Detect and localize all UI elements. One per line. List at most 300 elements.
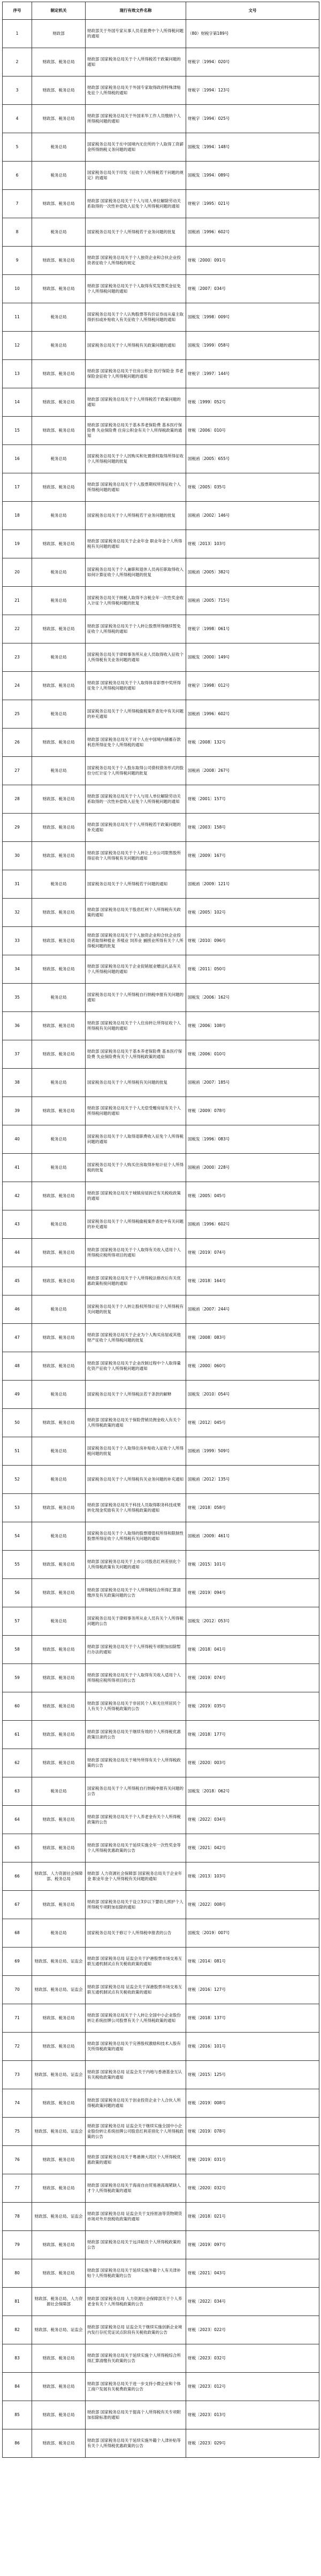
row-number: 51 bbox=[3, 1437, 32, 1466]
row-number: 5 bbox=[3, 133, 32, 162]
row-number: 18 bbox=[3, 502, 32, 530]
row-document-number: 国税函〔1996〕602号 bbox=[186, 700, 319, 729]
row-authority: 财政部、税务总局 bbox=[32, 275, 86, 303]
row-authority: 财政部、税务总局 bbox=[32, 247, 86, 275]
row-authority: 财政部、税务总局 bbox=[32, 2033, 86, 2061]
row-authority: 税务总局 bbox=[32, 1777, 86, 1806]
row-authority: 税务总局 bbox=[32, 1381, 86, 1409]
row-document-number: 财税〔2019〕008号 bbox=[186, 2089, 319, 2118]
row-number: 66 bbox=[3, 1862, 32, 1891]
row-document-number: 财税字〔1998〕061号 bbox=[186, 615, 319, 643]
table-row bbox=[3, 1579, 319, 1607]
row-authority: 财政部、税务总局 bbox=[32, 1012, 86, 1040]
row-document-number: 财税〔2012〕045号 bbox=[186, 1409, 319, 1437]
row-document-title: 财政部 国家税务总局关于延续实施外籍个人津补贴等有关个人所得税优惠政策的公告 bbox=[86, 2429, 186, 2458]
row-document-number: 财税字〔1994〕025号 bbox=[186, 105, 319, 133]
row-authority: 财政部、税务总局 bbox=[32, 1267, 86, 1295]
row-number: 57 bbox=[3, 1607, 32, 1636]
table-row bbox=[3, 530, 319, 558]
table-row bbox=[3, 417, 319, 445]
row-document-number: 财税〔2023〕013号 bbox=[186, 2401, 319, 2429]
row-document-title: 财政部 国家税务总局关于完善股权激励和技术入股有关所得税政策的通知 bbox=[86, 2033, 186, 2061]
table-row bbox=[3, 1097, 319, 1125]
row-authority: 财政部、税务总局 bbox=[32, 76, 86, 105]
table-row bbox=[3, 1494, 319, 1522]
row-document-title: 财政部 国家税务总局关于个人无偿受赠房屋有关个人所得税问题的通知 bbox=[86, 1097, 186, 1125]
row-number: 63 bbox=[3, 1777, 32, 1806]
row-authority: 税务总局 bbox=[32, 133, 86, 162]
row-authority: 税务总局 bbox=[32, 445, 86, 473]
row-document-number: 财税〔2016〕101号 bbox=[186, 2033, 319, 2061]
row-number: 43 bbox=[3, 1210, 32, 1239]
row-document-title: 财政部 国家税务总局关于外国来华工作人员缴纳个人所得税问题的通知 bbox=[86, 105, 186, 133]
row-authority: 财政部、税务总局 bbox=[32, 1551, 86, 1579]
row-authority: 财政部、税务总局 bbox=[32, 2373, 86, 2401]
row-document-number: 财税〔2023〕032号 bbox=[186, 2344, 319, 2373]
row-number: 84 bbox=[3, 2373, 32, 2401]
row-document-title: 财政部 国家税务总局关于进一步支持小微企业和个体工商户发展有关税费政策的公告 bbox=[86, 2373, 186, 2401]
table-body bbox=[3, 20, 319, 2458]
table-row bbox=[3, 2174, 319, 2203]
row-document-title: 财政部 国家税务总局关于个人股票期权所得征收个人所得税问题的通知 bbox=[86, 473, 186, 502]
row-document-title: 财政部 国家税务总局关于延续实施全年一次性奖金等个人所得税优惠政策的公告 bbox=[86, 1834, 186, 1862]
row-number: 77 bbox=[3, 2174, 32, 2203]
header-title: 现行有效文件名称 bbox=[86, 2, 186, 20]
row-document-number: 国税发〔2006〕162号 bbox=[186, 984, 319, 1012]
row-document-title: 财政部 国家税务总局关于设立3岁以下婴幼儿照护个人所得税专项附加扣除的通知 bbox=[86, 1891, 186, 1919]
row-document-number: 国税函〔2009〕461号 bbox=[186, 1522, 319, 1551]
row-document-number: 财税〔2020〕032号 bbox=[186, 2174, 319, 2203]
row-authority: 财政部、税务总局 bbox=[32, 1324, 86, 1352]
row-authority: 税务总局 bbox=[32, 984, 86, 1012]
row-document-number: 财税〔2009〕078号 bbox=[186, 1097, 319, 1125]
row-document-title: 财政部 国家税务总局关于企业年金 职业年金个人所得税有关问题的通知 bbox=[86, 530, 186, 558]
table-row bbox=[3, 615, 319, 643]
row-number: 44 bbox=[3, 1239, 32, 1267]
row-document-title: 国家税务总局关于个人取得的股票增值权所得和限制性股票所得征收个人所得税有关问题的通知 bbox=[86, 1522, 186, 1551]
row-document-title: 财政部 国家税务总局 证监会关于沪港股票市场交易互联互通机制试点有关税收政策的通知 bbox=[86, 1948, 186, 1976]
row-document-title: 国家税务总局关于个人股东取得公司债权债务形式的股份分红计征个人所得税问题的批复 bbox=[86, 757, 186, 785]
row-document-title: 财政部 国家税务总局关于创业投资企业个人合伙人所得税政策问题的通知 bbox=[86, 2089, 186, 2118]
row-authority: 财政部、税务总局 bbox=[32, 190, 86, 218]
table-row bbox=[3, 445, 319, 473]
table-row bbox=[3, 388, 319, 417]
row-number: 47 bbox=[3, 1324, 32, 1352]
row-document-title: 国家税务总局关于个人所得税有关政策问题的通知 bbox=[86, 332, 186, 360]
row-authority: 财政部、税务总局 bbox=[32, 842, 86, 870]
table-row bbox=[3, 1352, 319, 1381]
row-number: 40 bbox=[3, 1125, 32, 1154]
table-row bbox=[3, 672, 319, 700]
table-row bbox=[3, 1239, 319, 1267]
table-row bbox=[3, 2259, 319, 2288]
row-document-title: 财政部 国家税务总局关于个人转让上市公司限售股所得征收个人所得税有关问题的通知 bbox=[86, 842, 186, 870]
row-authority: 财政部、税务总局 bbox=[32, 2429, 86, 2458]
row-authority: 财政部、税务总局 bbox=[32, 2231, 86, 2259]
row-authority: 税务总局 bbox=[32, 757, 86, 785]
row-document-title: 财政部 国家税务总局关于延续实施个人所得税综合所得汇算清缴有关政策的公告 bbox=[86, 2344, 186, 2373]
row-document-title: 国家税务总局关于个人认购股票等有价证券而从雇主取得折扣或补贴收入有关征收个人所得税问题的通知 bbox=[86, 303, 186, 332]
row-document-title: 财政部关于外国专家从事人员差旅费中个人所得税问题的通知 bbox=[86, 20, 186, 48]
table-row bbox=[3, 48, 319, 76]
row-authority: 财政部、税务总局、证监会 bbox=[32, 1976, 86, 2004]
row-document-title: 财政部 国家税务总局关于个人与用人单位解除劳动关系取得的一次性补偿收入征免个人所得税问题的通知 bbox=[86, 785, 186, 814]
row-authority: 税务总局 bbox=[32, 643, 86, 672]
row-document-number: 财税〔2019〕031号 bbox=[186, 2146, 319, 2174]
row-authority: 财政部、税务总局 bbox=[32, 2401, 86, 2429]
row-document-number: 财税〔2006〕010号 bbox=[186, 417, 319, 445]
row-document-title: 财政部 国家税务总局 证监会关于支持原油等货物期货市场对外开放税收政策的通知 bbox=[86, 2203, 186, 2231]
row-document-title: 财政部 国家税务总局关于远洋船员个人所得税政策的公告 bbox=[86, 2231, 186, 2259]
row-authority: 财政部、税务总局 bbox=[32, 615, 86, 643]
table-row bbox=[3, 473, 319, 502]
row-number: 42 bbox=[3, 1182, 32, 1210]
row-number: 15 bbox=[3, 417, 32, 445]
table-row bbox=[3, 1806, 319, 1834]
row-number: 32 bbox=[3, 899, 32, 927]
row-document-number: 财税〔2018〕164号 bbox=[186, 1267, 319, 1295]
row-number: 53 bbox=[3, 1494, 32, 1522]
row-number: 65 bbox=[3, 1834, 32, 1862]
row-authority: 财政部、税务总局 bbox=[32, 2344, 86, 2373]
row-authority: 税务总局 bbox=[32, 218, 86, 247]
row-document-title: 国家税务总局关于个人所得税自行纳税申报有关问题的公告 bbox=[86, 1777, 186, 1806]
row-document-number: 国税函〔2005〕715号 bbox=[186, 587, 319, 615]
table-row bbox=[3, 1154, 319, 1182]
row-document-number: 国税函〔2000〕228号 bbox=[186, 1154, 319, 1182]
row-document-number: 财税字〔1995〕021号 bbox=[186, 190, 319, 218]
row-document-number: 财税〔2000〕091号 bbox=[186, 247, 319, 275]
row-number: 79 bbox=[3, 2231, 32, 2259]
row-document-number: 财税〔2018〕021号 bbox=[186, 2203, 319, 2231]
table-row bbox=[3, 558, 319, 587]
row-document-number: 财税〔2013〕103号 bbox=[186, 530, 319, 558]
row-document-number: 财税〔2019〕074号 bbox=[186, 1664, 319, 1692]
row-document-number: 财税〔2023〕012号 bbox=[186, 2373, 319, 2401]
row-authority: 税务总局 bbox=[32, 332, 86, 360]
row-number: 28 bbox=[3, 785, 32, 814]
row-document-number: 财税〔2009〕167号 bbox=[186, 842, 319, 870]
row-document-title: 财政部 国家税务总局关于股息红利个人所得税有关政策的通知 bbox=[86, 899, 186, 927]
row-document-title: 财政部 国家税务总局关于个人独资企业和合伙企业投资者取得种植业 养殖业 饲养业 捕捞业所得有关个人所得税问题的批复 bbox=[86, 927, 186, 955]
row-document-title: 国家税务总局关于个人转让股权所得计征个人所得税有关问题的批复 bbox=[86, 1295, 186, 1324]
row-document-number: 国税发〔1998〕009号 bbox=[186, 303, 319, 332]
table-row bbox=[3, 2316, 319, 2344]
row-authority: 税务总局 bbox=[32, 1154, 86, 1182]
row-number: 25 bbox=[3, 700, 32, 729]
row-authority: 财政部、税务总局 bbox=[32, 1692, 86, 1721]
row-authority: 财政部、税务总局 bbox=[32, 1721, 86, 1749]
row-number: 27 bbox=[3, 757, 32, 785]
row-number: 49 bbox=[3, 1381, 32, 1409]
row-document-number: 财税〔2008〕132号 bbox=[186, 729, 319, 757]
table-row bbox=[3, 1409, 319, 1437]
row-authority: 财政部、税务总局 bbox=[32, 814, 86, 842]
row-document-number: （80）财税字第189号 bbox=[186, 20, 319, 48]
row-number: 17 bbox=[3, 473, 32, 502]
row-document-title: 财政部 国家税务总局 证监会关于继续实施创新企业境内发行存托凭证试点阶段有关税收政策的公告 bbox=[86, 2316, 186, 2344]
row-authority: 税务总局 bbox=[32, 162, 86, 190]
table-row bbox=[3, 247, 319, 275]
row-document-title: 财政部 国家税务总局关于上市公司股息红利差别化个人所得税政策有关问题的通知 bbox=[86, 1551, 186, 1579]
row-authority: 财政部、税务总局 bbox=[32, 729, 86, 757]
row-number: 68 bbox=[3, 1919, 32, 1948]
row-document-title: 财政部 国家税务总局 证监会关于内地与香港基金互认有关税收政策的通知 bbox=[86, 2061, 186, 2089]
table-row bbox=[3, 2146, 319, 2174]
row-document-number: 国税函〔1999〕509号 bbox=[186, 1437, 319, 1466]
row-number: 34 bbox=[3, 955, 32, 984]
row-document-title: 财政部 国家税务总局 证监会关于深港股票市场交易互联互通机制试点有关税收政策的通知 bbox=[86, 1976, 186, 2004]
row-number: 80 bbox=[3, 2259, 32, 2288]
table-row bbox=[3, 2203, 319, 2231]
table-row bbox=[3, 700, 319, 729]
row-number: 13 bbox=[3, 360, 32, 388]
table-row bbox=[3, 105, 319, 133]
table-row bbox=[3, 20, 319, 48]
row-document-number: 国税发〔2000〕149号 bbox=[186, 643, 319, 672]
row-authority: 财政部、税务总局 bbox=[32, 1352, 86, 1381]
row-document-title: 国家税务总局关于个人购买住房取得补贴计征个人所得税的批复 bbox=[86, 1154, 186, 1182]
row-number: 39 bbox=[3, 1097, 32, 1125]
row-number: 72 bbox=[3, 2033, 32, 2061]
table-row bbox=[3, 1040, 319, 1069]
table-row bbox=[3, 1210, 319, 1239]
row-document-title: 国家税务总局关于个人取得住房补贴收入征收个人所得税问题的批复 bbox=[86, 1437, 186, 1466]
table-row bbox=[3, 984, 319, 1012]
row-authority: 税务总局 bbox=[32, 303, 86, 332]
row-document-number: 国税函〔2007〕244号 bbox=[186, 1295, 319, 1324]
row-document-title: 国家税务总局关于个人取得退职费收入征免个人所得税问题的通知 bbox=[86, 1125, 186, 1154]
table-row bbox=[3, 1976, 319, 2004]
row-document-number: 国税函〔2002〕146号 bbox=[186, 502, 319, 530]
row-number: 35 bbox=[3, 984, 32, 1012]
row-document-number: 财税字〔1994〕020号 bbox=[186, 48, 319, 76]
row-document-title: 财政部 国家税务总局关于企业促销展业赠送礼品有关个人所得税问题的通知 bbox=[86, 955, 186, 984]
row-document-number: 财税〔2018〕177号 bbox=[186, 1721, 319, 1749]
table-row bbox=[3, 332, 319, 360]
row-authority: 财政部、税务总局 bbox=[32, 2146, 86, 2174]
row-authority: 税务总局 bbox=[32, 1069, 86, 1097]
table-header bbox=[3, 2, 319, 20]
row-number: 19 bbox=[3, 530, 32, 558]
table-row bbox=[3, 1692, 319, 1721]
row-document-number: 财税〔2022〕034号 bbox=[186, 2288, 319, 2316]
row-document-number: 财税字〔1997〕144号 bbox=[186, 360, 319, 388]
table-row bbox=[3, 1636, 319, 1664]
row-number: 1 bbox=[3, 20, 32, 48]
row-authority: 财政部、税务总局、证监会 bbox=[32, 2203, 86, 2231]
row-document-number: 国税函〔1996〕602号 bbox=[186, 1210, 319, 1239]
row-document-title: 国家税务总局关于个人兼职和退休人员再任职取得收入如何计算征收个人所得税问题的批复 bbox=[86, 558, 186, 587]
table-row bbox=[3, 1182, 319, 1210]
row-authority: 财政部、税务总局 bbox=[32, 785, 86, 814]
row-document-title: 财政部 国家税务总局关于个人所得税专项附加扣除暂行办法的通知 bbox=[86, 1636, 186, 1664]
table-row bbox=[3, 1324, 319, 1352]
row-document-number: 财税〔2019〕035号 bbox=[186, 1692, 319, 1721]
table-row bbox=[3, 2004, 319, 2033]
row-document-number: 财税字〔1994〕123号 bbox=[186, 76, 319, 105]
row-document-title: 财政部 国家税务总局关于个人所得税综合所得汇算清缴涉及有关政策问题的公告 bbox=[86, 1579, 186, 1607]
row-number: 75 bbox=[3, 2118, 32, 2146]
table-row bbox=[3, 1919, 319, 1948]
row-number: 30 bbox=[3, 842, 32, 870]
header-row bbox=[3, 2, 319, 20]
row-document-number: 国税函〔2008〕267号 bbox=[186, 757, 319, 785]
row-document-title: 国家税务总局关于个人所得税偷税案件查处中有关问题的补充通知 bbox=[86, 700, 186, 729]
row-document-title: 财政部 国家税务总局关于保险营销员佣金收入有关个人所得税政策的通知 bbox=[86, 1409, 186, 1437]
row-document-number: 财税〔2018〕058号 bbox=[186, 1494, 319, 1522]
row-number: 73 bbox=[3, 2061, 32, 2089]
row-authority: 财政部、税务总局 bbox=[32, 1636, 86, 1664]
row-number: 60 bbox=[3, 1692, 32, 1721]
row-document-number: 财税〔2005〕035号 bbox=[186, 473, 319, 502]
row-authority: 财政部、税务总局 bbox=[32, 1097, 86, 1125]
row-document-number: 财税〔2021〕043号 bbox=[186, 2259, 319, 2288]
row-authority: 财政部、税务总局 bbox=[32, 1664, 86, 1692]
table-row bbox=[3, 218, 319, 247]
table-row bbox=[3, 502, 319, 530]
row-document-title: 财政部 国家税务总局关于继续有效的个人所得税优惠政策目录的公告 bbox=[86, 1721, 186, 1749]
row-authority: 财政部、税务总局 bbox=[32, 360, 86, 388]
row-document-title: 财政部 国家税务总局关于个人取得有关收入适用个人所得税应税所得项目的通知 bbox=[86, 1239, 186, 1267]
row-document-number: 财税〔2018〕041号 bbox=[186, 1636, 319, 1664]
row-number: 31 bbox=[3, 870, 32, 899]
row-number: 10 bbox=[3, 275, 32, 303]
row-authority: 财政部、税务总局 bbox=[32, 1749, 86, 1777]
row-authority: 税务总局 bbox=[32, 1466, 86, 1494]
table-row bbox=[3, 2089, 319, 2118]
row-document-number: 财税〔2005〕045号 bbox=[186, 1182, 319, 1210]
row-number: 21 bbox=[3, 587, 32, 615]
row-authority: 财政部、税务总局、证监会 bbox=[32, 1948, 86, 1976]
row-number: 12 bbox=[3, 332, 32, 360]
table-row bbox=[3, 1125, 319, 1154]
row-authority: 税务总局 bbox=[32, 1437, 86, 1466]
row-authority: 财政部、税务总局、证监会 bbox=[32, 2061, 86, 2089]
row-authority: 财政部、税务总局 bbox=[32, 1579, 86, 1607]
row-number: 81 bbox=[3, 2288, 32, 2316]
row-number: 16 bbox=[3, 445, 32, 473]
row-authority: 财政部、税务总局 bbox=[32, 899, 86, 927]
row-document-number: 国税发〔2018〕062号 bbox=[186, 1777, 319, 1806]
row-authority: 财政部、税务总局 bbox=[32, 1040, 86, 1069]
row-number: 67 bbox=[3, 1891, 32, 1919]
table-row bbox=[3, 1295, 319, 1324]
row-number: 54 bbox=[3, 1522, 32, 1551]
row-document-number: 财税〔2023〕022号 bbox=[186, 2316, 319, 2344]
row-document-number: 财税〔2000〕060号 bbox=[186, 1352, 319, 1381]
row-number: 56 bbox=[3, 1579, 32, 1607]
row-authority: 财政部、税务总局 bbox=[32, 1494, 86, 1522]
row-document-number: 财税〔2005〕102号 bbox=[186, 899, 319, 927]
table-row bbox=[3, 814, 319, 842]
row-number: 85 bbox=[3, 2401, 32, 2429]
table-row bbox=[3, 1267, 319, 1295]
row-document-title: 财政部 国家税务总局关于科技人员取得职务科技成果转化现金奖励有关个人所得税政策的通知 bbox=[86, 1494, 186, 1522]
row-authority: 税务总局 bbox=[32, 1522, 86, 1551]
table-row bbox=[3, 1891, 319, 1919]
row-authority: 财政部、税务总局 bbox=[32, 2174, 86, 2203]
row-number: 58 bbox=[3, 1636, 32, 1664]
row-document-number: 财税〔2014〕081号 bbox=[186, 1948, 319, 1976]
policy-table bbox=[2, 2, 319, 2458]
row-number: 55 bbox=[3, 1551, 32, 1579]
table-row bbox=[3, 2344, 319, 2373]
row-document-title: 财政部 国家税务总局关于个人所得税若干政策问题的补充通知 bbox=[86, 814, 186, 842]
table-row bbox=[3, 303, 319, 332]
row-number: 29 bbox=[3, 814, 32, 842]
row-document-title: 财政部 国家税务总局关于城镇房屋拆迁有关税收政策的通知 bbox=[86, 1182, 186, 1210]
row-number: 52 bbox=[3, 1466, 32, 1494]
row-authority: 财政部、人力资源社会保障部、税务总局 bbox=[32, 1862, 86, 1891]
row-number: 69 bbox=[3, 1948, 32, 1976]
row-number: 3 bbox=[3, 76, 32, 105]
row-document-title: 财政部 国家税务总局关于个人取得体育彩票中奖所得征免个人所得税问题的通知 bbox=[86, 672, 186, 700]
header-no: 序号 bbox=[3, 2, 32, 20]
row-document-title: 财政部 国家税务总局关于个人所得税若干政策问题的通知 bbox=[86, 48, 186, 76]
row-document-title: 财政部 国家税务总局关于个人独资企业和合伙企业投资者征收个人所得税的规定 bbox=[86, 247, 186, 275]
row-number: 46 bbox=[3, 1295, 32, 1324]
row-document-number: 财税〔2022〕034号 bbox=[186, 1806, 319, 1834]
row-number: 76 bbox=[3, 2146, 32, 2174]
row-authority: 税务总局 bbox=[32, 558, 86, 587]
row-document-title: 财政部 国家税务总局关于个人所得税法修改后有关优惠政策衔接问题的通知 bbox=[86, 1267, 186, 1295]
header-doc: 文号 bbox=[186, 2, 319, 20]
row-authority: 财政部、税务总局 bbox=[32, 417, 86, 445]
row-document-title: 国家税务总局关于个人所得税若干业务问题的批复 bbox=[86, 218, 186, 247]
row-document-title: 财政部 国家税务总局关于延续实施外籍个人有关津补贴个人所得税政策的公告 bbox=[86, 2259, 186, 2288]
row-document-number: 财税〔2019〕074号 bbox=[186, 1239, 319, 1267]
row-authority: 财政部、税务总局 bbox=[32, 1834, 86, 1862]
row-authority: 财政部、税务总局 bbox=[32, 2259, 86, 2288]
row-document-title: 财政部 国家税务总局关于个人与用人单位解除劳动关系取得的一次性补偿收入征免个人所得税问题的通知 bbox=[86, 190, 186, 218]
row-number: 59 bbox=[3, 1664, 32, 1692]
row-document-number: 国税发〔1994〕148号 bbox=[186, 133, 319, 162]
row-document-title: 国家税务总局关于纳税人取得不含税全年一次性奖金收入计征个人所得税问题的批复 bbox=[86, 587, 186, 615]
table-row bbox=[3, 870, 319, 899]
table-row bbox=[3, 2429, 319, 2458]
row-document-title: 财政部 国家税务总局关于非居民个人和无住所居民个人有关个人所得税政策的公告 bbox=[86, 1692, 186, 1721]
row-authority: 税务总局 bbox=[32, 502, 86, 530]
table-row bbox=[3, 2288, 319, 2316]
row-document-number: 财税〔2023〕029号 bbox=[186, 2429, 319, 2458]
row-authority: 税务总局 bbox=[32, 1607, 86, 1636]
row-number: 4 bbox=[3, 105, 32, 133]
row-number: 37 bbox=[3, 1040, 32, 1069]
row-document-number: 财税〔2015〕101号 bbox=[186, 1551, 319, 1579]
row-document-title: 财政部 国家税务总局关于住房公积金 医疗保险金 养老保险金征收个人所得税问题的通知 bbox=[86, 360, 186, 388]
row-number: 26 bbox=[3, 729, 32, 757]
row-document-title: 国家税务总局关于律师事务所从业人员取得收入征收个人所得税有关业务问题的通知 bbox=[86, 643, 186, 672]
row-document-number: 财税〔2007〕034号 bbox=[186, 275, 319, 303]
row-document-number: 财税〔2016〕127号 bbox=[186, 1976, 319, 2004]
row-document-title: 财政部 国家税务总局 证监会关于继续实施全国中小企业股份转让系统挂牌公司股息红利差别化个人所得税政策的公告 bbox=[86, 2118, 186, 2146]
row-number: 78 bbox=[3, 2203, 32, 2231]
row-authority: 税务总局 bbox=[32, 1210, 86, 1239]
row-document-number: 国税函〔2007〕185号 bbox=[186, 1069, 319, 1097]
row-document-title: 国家税务总局关于个人因购买和处置债权取得所得征收个人所得税问题的批复 bbox=[86, 445, 186, 473]
row-document-number: 财税〔2008〕083号 bbox=[186, 1324, 319, 1352]
row-document-title: 财政部 国家税务总局关于提高个人所得税有关专项附加扣除标准的通知 bbox=[86, 2401, 186, 2429]
row-document-title: 财政部 国家税务总局关于个人所得税若干政策问题的通知 bbox=[86, 388, 186, 417]
row-document-title: 财政部 国家税务总局关于外国专家取得政府特殊津贴免征个人所得税的通知 bbox=[86, 76, 186, 105]
table-row bbox=[3, 1012, 319, 1040]
row-document-title: 国家税务总局关于个人所得税自行纳税申报有关问题的通知 bbox=[86, 984, 186, 1012]
row-document-title: 国家税务总局关于在中国境内无住所的个人取得工资薪金所得纳税义务问题的通知 bbox=[86, 133, 186, 162]
row-document-number: 财税〔2015〕125号 bbox=[186, 2061, 319, 2089]
row-document-number: 财税字〔1998〕012号 bbox=[186, 672, 319, 700]
row-document-number: 财税〔2019〕078号 bbox=[186, 2118, 319, 2146]
